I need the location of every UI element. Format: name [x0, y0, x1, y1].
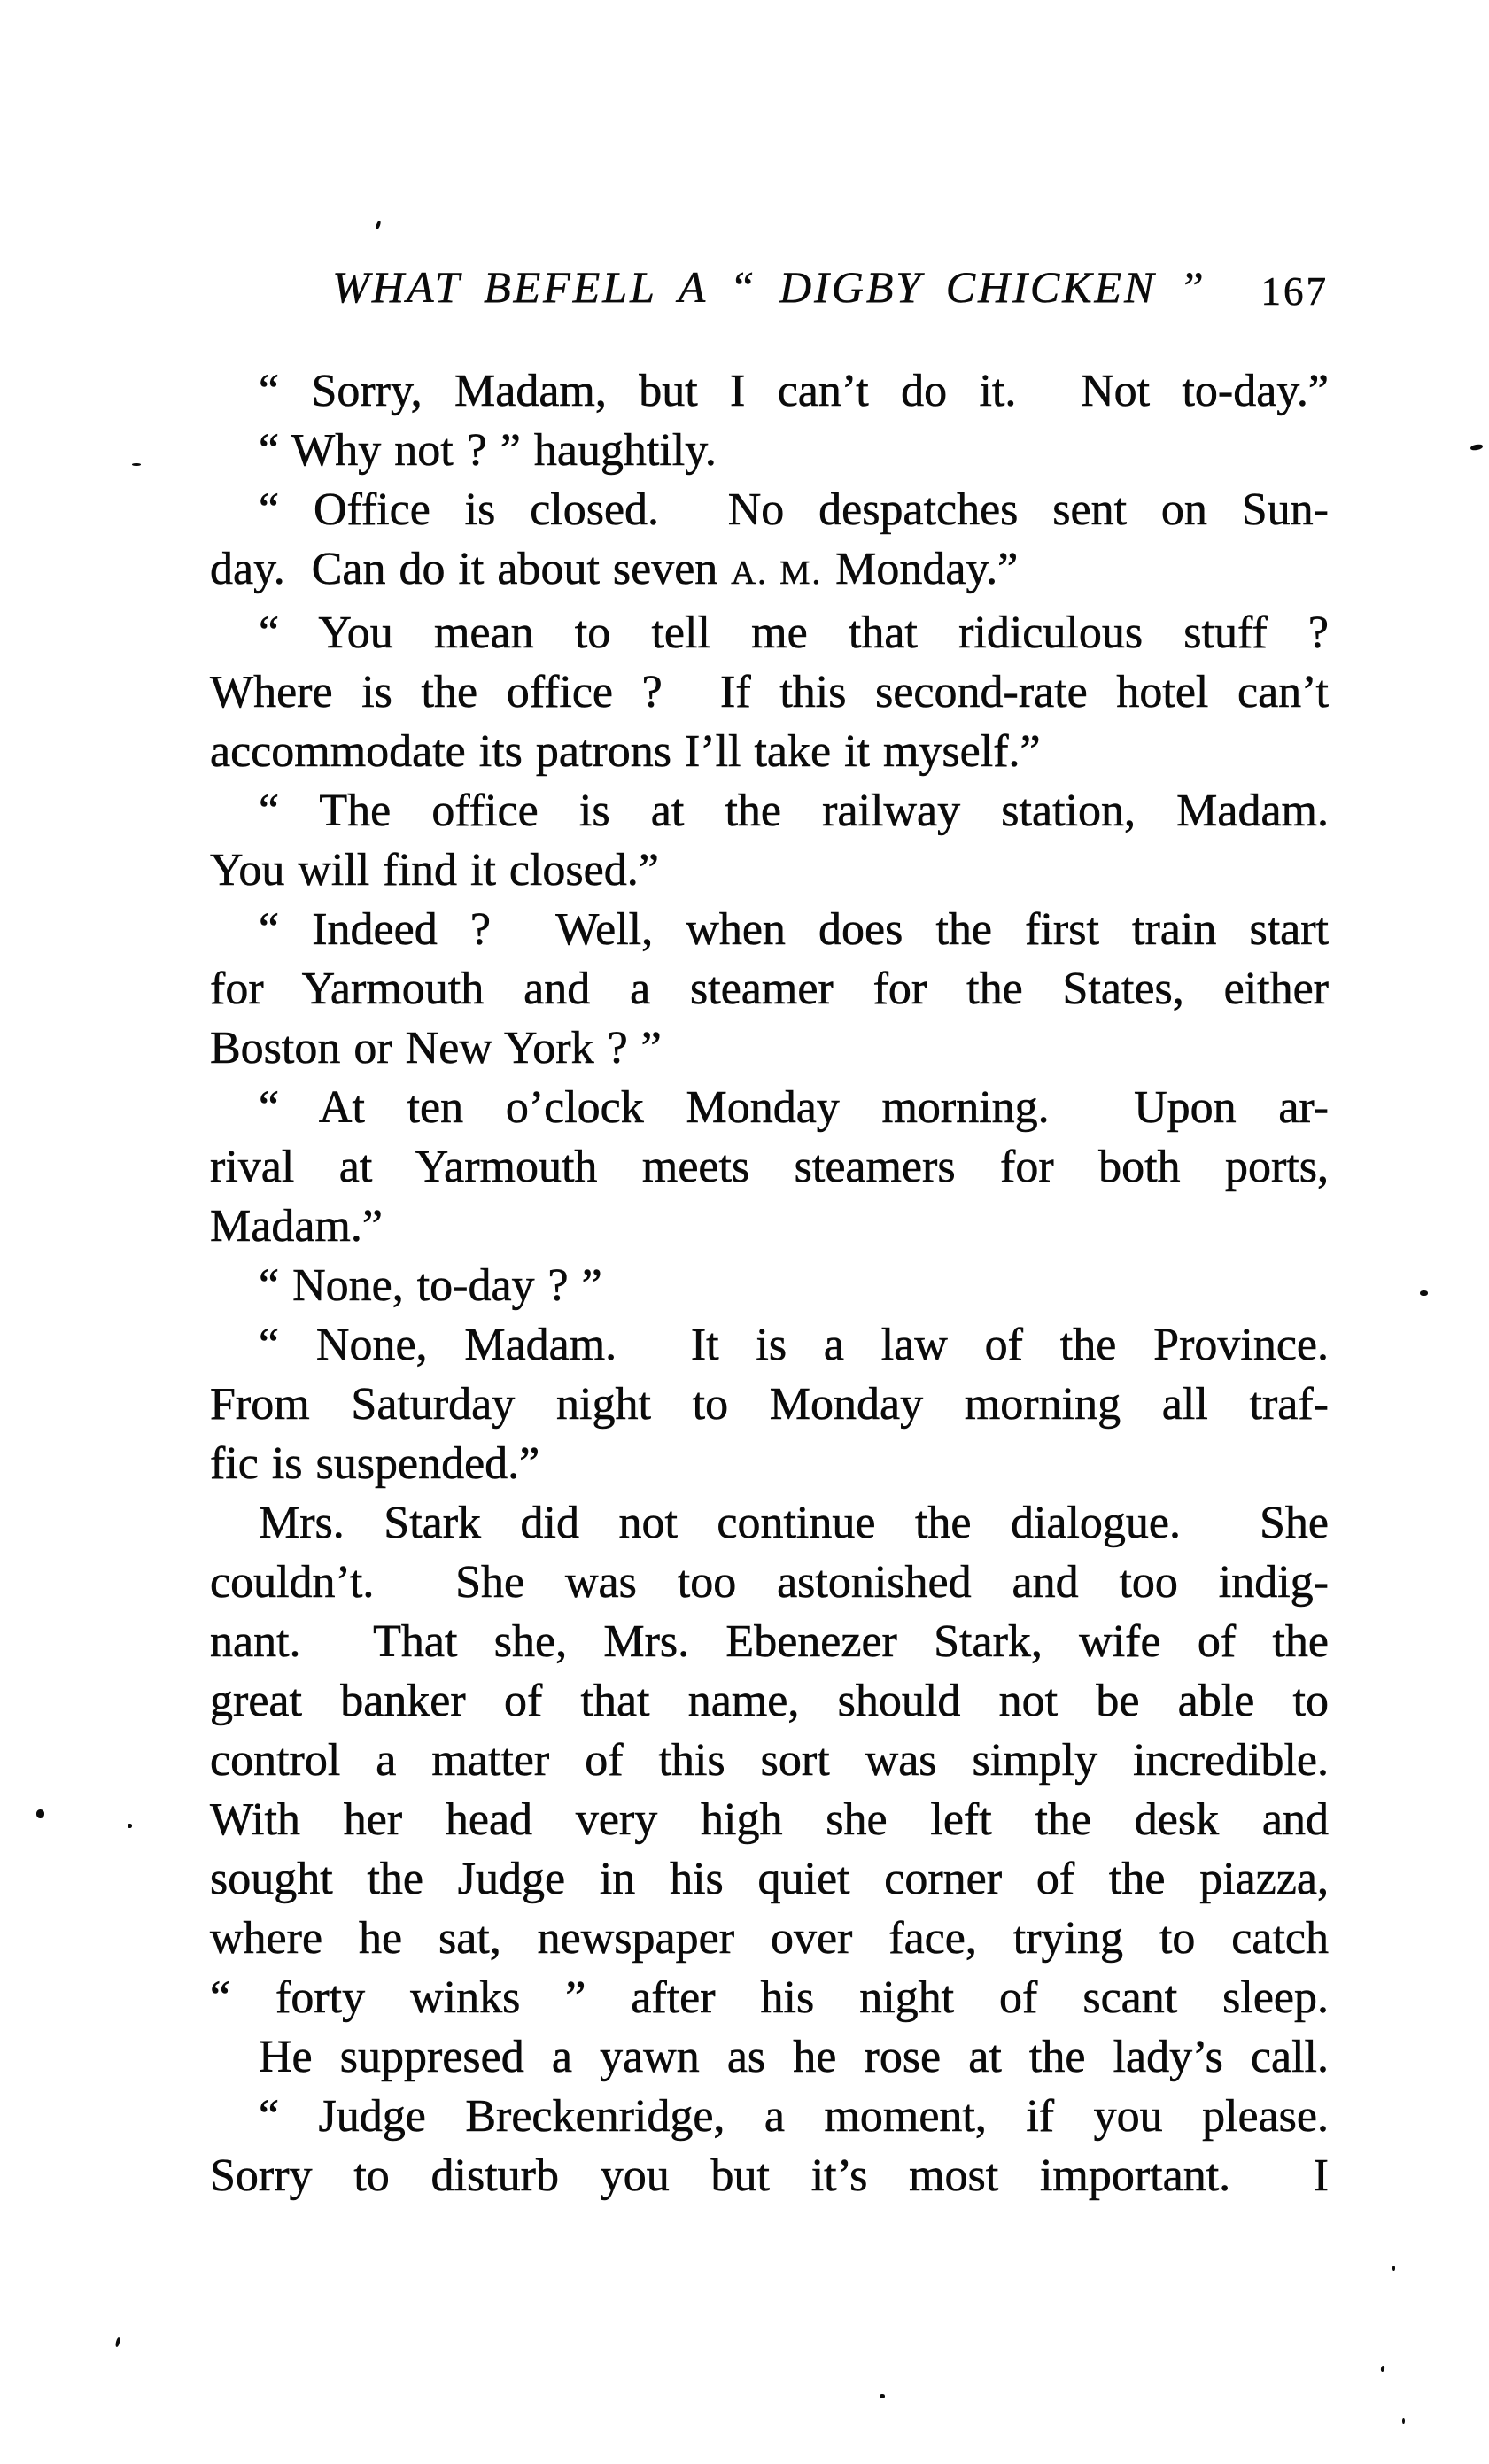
text-line: “ None, Madam. It is a law of the Province. — [259, 1320, 1329, 1370]
text-line: control a matter of this sort was simply incredible. — [210, 1735, 1329, 1786]
text-line: He suppresed a yawn as he rose at the lady’s call. — [259, 2032, 1329, 2082]
text-segment: Monday.” — [822, 544, 1019, 594]
text-line: “ At ten o’clock Monday morning. Upon ar- — [259, 1082, 1329, 1133]
text-line: Boston or New York ? ” — [210, 1023, 662, 1073]
scan-speck — [36, 1809, 44, 1818]
scan-speck — [1402, 2418, 1405, 2424]
text-line: “ Sorry, Madam, but I can’t do it. Not to-day.” — [259, 366, 1329, 416]
scan-speck — [1470, 444, 1484, 451]
text-line: Sorry to disturb you but it’s most important. I — [210, 2150, 1329, 2201]
text-line: fic is suspended.” — [210, 1438, 540, 1489]
scan-speck — [132, 463, 141, 466]
text-line: “ Judge Breckenridge, a moment, if you please. — [259, 2091, 1329, 2142]
scan-speck — [128, 1824, 132, 1828]
text-line: “ forty winks ” after his night of scant sleep. — [210, 1972, 1329, 2023]
running-head — [210, 262, 1329, 323]
text-line: “ The office is at the railway station, Madam. — [259, 786, 1329, 836]
text-line: “ You mean to tell me that ridiculous stuff ? — [259, 608, 1329, 658]
text-line: “ Indeed ? Well, when does the first train start — [259, 904, 1329, 955]
text-line: Mrs. Stark did not continue the dialogue. She — [259, 1498, 1329, 1548]
scan-speck — [115, 2337, 121, 2348]
text-line: “ Why not ? ” haughtily. — [259, 425, 717, 476]
text-line: accommodate its patrons I’ll take it myself.” — [210, 726, 1041, 777]
text-line: couldn’t. She was too astonished and too indig- — [210, 1557, 1329, 1608]
page-number: 167 — [1260, 269, 1329, 314]
small-caps-abbreviation: A. M. — [731, 554, 823, 592]
text-line: “ Office is closed. No despatches sent on Sun- — [259, 484, 1329, 535]
scan-speck — [1420, 1290, 1428, 1296]
text-line: You will find it closed.” — [210, 845, 659, 895]
text-line: From Saturday night to Monday morning all traf- — [210, 1379, 1329, 1430]
text-line: “ None, to-day ? ” — [259, 1260, 602, 1311]
text-line: great banker of that name, should not be able to — [210, 1676, 1329, 1726]
text-line — [210, 539, 1329, 603]
text-line: Madam.” — [210, 1201, 383, 1251]
text-segment: day. Can do it about seven — [210, 544, 732, 594]
text-line: for Yarmouth and a steamer for the States, either — [210, 964, 1329, 1014]
running-head-title: WHAT BEFELL A “ DIGBY CHICKEN ” — [332, 262, 1206, 312]
text-line: where he sat, newspaper over face, trying to catch — [210, 1913, 1329, 1964]
text-line: nant. That she, Mrs. Ebenezer Stark, wife of the — [210, 1616, 1329, 1667]
text-line: rival at Yarmouth meets steamers for both ports, — [210, 1142, 1329, 1192]
text-line: Where is the office ? If this second-rate hotel can’t — [210, 667, 1329, 717]
text-line: With her head very high she left the desk and — [210, 1794, 1329, 1845]
scan-speck — [880, 2394, 885, 2398]
body-text — [210, 361, 1329, 2205]
scan-speck — [375, 221, 381, 230]
scan-speck — [1380, 2366, 1384, 2373]
text-line: sought the Judge in his quiet corner of the piazza, — [210, 1854, 1329, 1904]
scan-speck — [1392, 2266, 1395, 2271]
